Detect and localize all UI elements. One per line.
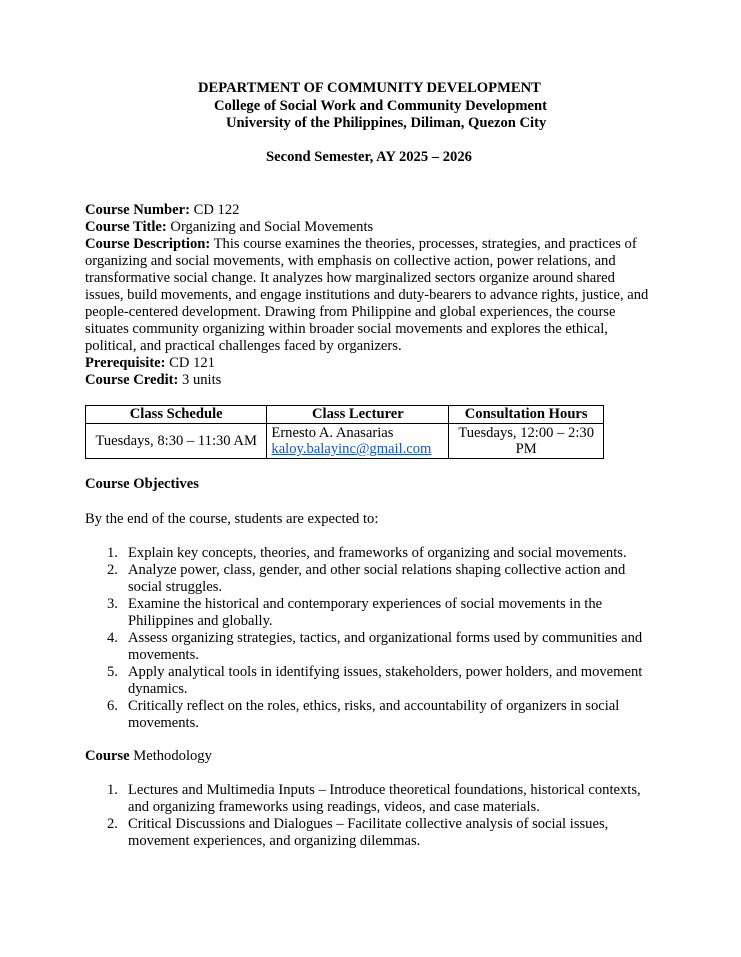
methodology-heading-rest: Methodology <box>129 748 212 764</box>
objective-text: Critically reflect on the roles, ethics, risks, and accountability of organizers in social <box>128 698 620 714</box>
consultation-hours-header: Consultation Hours <box>449 406 604 424</box>
class-schedule-header: Class Schedule <box>86 406 267 424</box>
course-description-text: political, and practical challenges faced by organizers. <box>85 338 402 354</box>
objective-text: Philippines and globally. <box>128 613 273 629</box>
course-number-line <box>85 202 660 219</box>
prerequisite-label: Prerequisite: <box>85 355 166 371</box>
course-description-text: transformative social change. It analyzes how marginalized sectors organize around shared <box>85 270 615 286</box>
university-heading: University of the Philippines, Diliman, Quezon City <box>226 115 547 131</box>
methodology-list <box>107 782 667 850</box>
list-item <box>107 782 667 816</box>
objective-number: 4. <box>107 630 118 646</box>
objective-number: 5. <box>107 664 118 680</box>
schedule-table <box>85 405 604 459</box>
course-description-text: issues, build movements, and engage institutions and duty-bearers to advance rights, justice, and <box>85 287 649 303</box>
objective-number: 3. <box>107 596 118 612</box>
objective-text: dynamics. <box>128 681 188 697</box>
objective-number: 1. <box>107 545 118 561</box>
objective-text: movements. <box>128 647 199 663</box>
methodology-text: Lectures and Multimedia Inputs – Introduce theoretical foundations, historical contexts, <box>128 782 641 798</box>
list-item <box>107 664 667 698</box>
prerequisite-line <box>85 355 660 372</box>
objectives-list <box>107 545 667 732</box>
objective-text: Examine the historical and contemporary experiences of social movements in the <box>128 596 603 612</box>
course-title-line <box>85 219 660 236</box>
objectives-intro: By the end of the course, students are expected to: <box>85 511 379 527</box>
course-description-text: situates community organizing within broader social movements and explores the ethical, <box>85 321 608 337</box>
department-heading: DEPARTMENT OF COMMUNITY DEVELOPMENT <box>198 80 541 96</box>
class-lecturer-cell <box>267 424 449 459</box>
list-item <box>107 562 667 596</box>
course-description-text: people-centered development. Drawing from Philippine and global experiences, the course <box>85 304 616 320</box>
objective-text: Assess organizing strategies, tactics, and organizational forms used by communities and <box>128 630 643 646</box>
list-item <box>107 816 667 850</box>
course-description-line <box>85 236 660 253</box>
consultation-hours-cell: Tuesdays, 12:00 – 2:30 PM <box>449 424 604 459</box>
list-item <box>107 698 667 732</box>
methodology-text: and organizing frameworks using readings, videos, and case materials. <box>128 799 540 815</box>
class-lecturer-header: Class Lecturer <box>267 406 449 424</box>
list-item <box>107 630 667 664</box>
course-number-value: CD 122 <box>189 202 240 218</box>
course-description-text: This course examines the theories, processes, strategies, and practices of <box>210 236 637 252</box>
list-item <box>107 596 667 630</box>
objective-text: movements. <box>128 715 199 731</box>
college-heading: College of Social Work and Community Development <box>214 98 547 114</box>
course-info <box>85 202 660 389</box>
lecturer-name: Ernesto A. Anasarias <box>271 425 394 441</box>
list-item <box>107 545 667 562</box>
objectives-heading: Course Objectives <box>85 476 199 492</box>
methodology-heading-bold: Course <box>85 748 130 764</box>
objective-text: social struggles. <box>128 579 223 595</box>
prerequisite-value: CD 121 <box>165 355 215 371</box>
methodology-number: 1. <box>107 782 118 798</box>
course-title-value: Organizing and Social Movements <box>166 219 374 235</box>
class-schedule-cell: Tuesdays, 8:30 – 11:30 AM <box>86 424 267 459</box>
table-header-row <box>86 406 604 424</box>
semester-heading: Second Semester, AY 2025 – 2026 <box>266 149 472 165</box>
methodology-text: movement experiences, and organizing dilemmas. <box>128 833 421 849</box>
course-title-label: Course Title: <box>85 219 167 235</box>
course-credit-line <box>85 372 660 389</box>
objective-number: 6. <box>107 698 118 714</box>
course-credit-value: 3 units <box>178 372 222 388</box>
methodology-text: Critical Discussions and Dialogues – Facilitate collective analysis of social issues, <box>128 816 609 832</box>
course-credit-label: Course Credit: <box>85 372 179 388</box>
table-row <box>86 424 604 459</box>
objective-text: Analyze power, class, gender, and other social relations shaping collective action and <box>128 562 626 578</box>
methodology-number: 2. <box>107 816 118 832</box>
objective-number: 2. <box>107 562 118 578</box>
objective-text: Explain key concepts, theories, and frameworks of organizing and social movements. <box>128 545 627 561</box>
course-description-text: organizing and social movements, with emphasis on collective action, power relations, and <box>85 253 616 269</box>
methodology-heading <box>85 748 660 765</box>
course-description-label: Course Description: <box>85 236 211 252</box>
objective-text: Apply analytical tools in identifying issues, stakeholders, power holders, and movement <box>128 664 643 680</box>
course-number-label: Course Number: <box>85 202 190 218</box>
lecturer-email-link[interactable]: kaloy.balayinc@gmail.com <box>271 441 432 457</box>
